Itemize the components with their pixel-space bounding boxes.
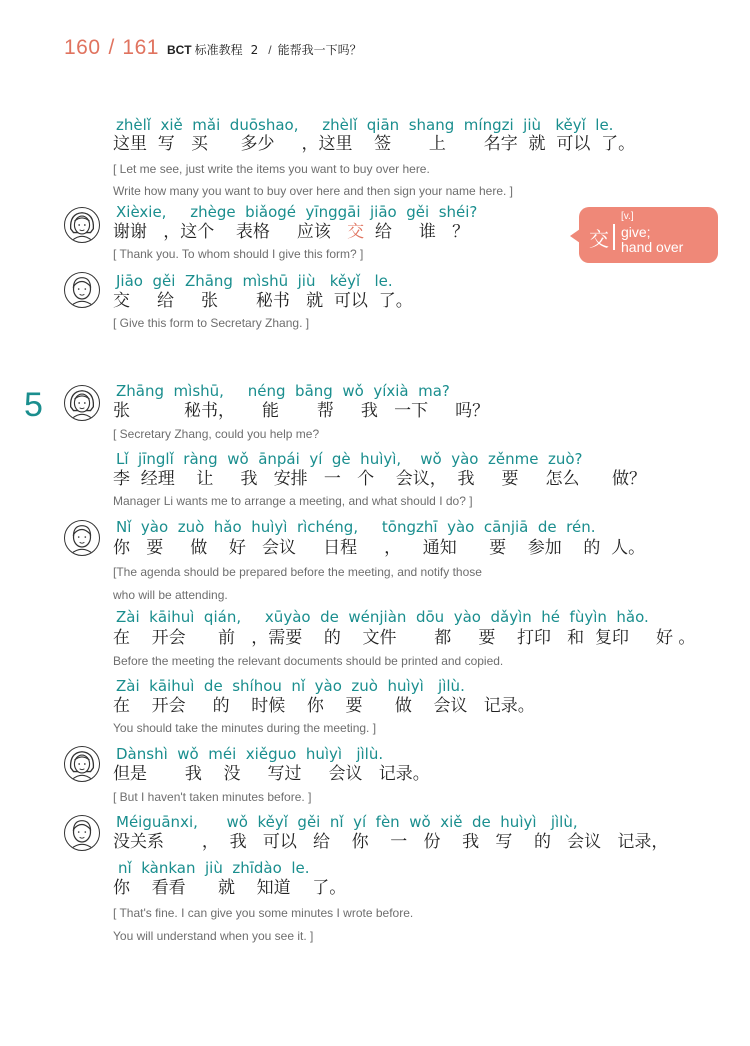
english-translation: [ Secretary Zhang, could you help me? (113, 427, 320, 441)
hanzi-line: 张 秘书， 能 帮 我 一下 吗？ (113, 401, 490, 421)
highlighted-vocab-word: 交 (347, 222, 365, 242)
vocab-divider (613, 224, 615, 250)
pinyin-line: Xièxie, zhège biǎogé yīnggāi jiāo gěi shéi? (116, 203, 478, 221)
page-number-separator: / (108, 36, 115, 59)
speaker-avatar-man-icon (64, 520, 100, 556)
vocab-callout (579, 207, 718, 263)
pinyin-line: Lǐ jīnglǐ ràng wǒ ānpái yí gè huìyì, wǒ yào zěnme zuò? (116, 450, 583, 468)
speaker-avatar-woman-icon (64, 385, 100, 421)
english-translation: [ But I haven't taken minutes before. ] (113, 790, 312, 804)
speaker-avatar-man-icon (64, 272, 100, 308)
english-translation: [ That's fine. I can give you some minutes I wrote before. You will understand when you see it. ] (113, 906, 414, 943)
english-translation: [The agenda should be prepared before the meeting, and notify those who will be attending. (113, 565, 482, 602)
pinyin-line: Méiguānxi, wǒ kěyǐ gěi nǐ yí fèn wǒ xiě de huìyì jìlù, (116, 813, 578, 831)
hanzi-line: 在 开会 的 时候 你 要 做 会议 记录。 (113, 696, 535, 716)
page-number-right: 161 (122, 36, 159, 59)
hanzi-line: 在 开会 前 ，需要 的 文件 都 要 打印 和 复印 好 。 (113, 628, 696, 648)
pinyin-line: nǐ kànkan jiù zhīdào le. (118, 859, 310, 877)
hanzi-line (113, 222, 469, 242)
pinyin-line: zhèlǐ xiě mǎi duōshao, zhèlǐ qiān shang míngzi jiù kěyǐ le. (116, 116, 614, 134)
hanzi-text: 谢谢 ，这个 表格 应该 (113, 222, 348, 242)
vocab-part-of-speech: [v.] (621, 211, 634, 222)
english-translation: You should take the minutes during the meeting. ] (113, 721, 377, 735)
english-translation: [ Give this form to Secretary Zhang. ] (113, 316, 310, 330)
page-number-left: 160 (64, 36, 101, 59)
pinyin-line: Dànshì wǒ méi xiěguo huìyì jìlù. (116, 745, 384, 763)
speaker-avatar-woman-icon (64, 207, 100, 243)
speaker-avatar-man-icon (64, 815, 100, 851)
english-translation: Manager Li wants me to arrange a meeting, and what should I do? ] (113, 494, 473, 508)
english-translation: [ Thank you. To whom should I give this form? ] (113, 247, 364, 261)
hanzi-text: 给 谁 ？ (364, 222, 470, 242)
pinyin-line: Zài kāihuì qián, xūyào de wénjiàn dōu yào dǎyìn hé fùyìn hǎo. (116, 608, 649, 626)
speaker-avatar-woman-icon (64, 746, 100, 782)
hanzi-line: 这里 写 买 多少 ，这里 签 上 名字 就 可以 了。 (113, 134, 636, 154)
vocab-character: 交 (589, 227, 609, 251)
section-number: 5 (24, 386, 43, 424)
pinyin-line: Nǐ yào zuò hǎo huìyì rìchéng, tōngzhī yào cānjiā de rén. (116, 518, 596, 536)
book-volume: 2 (250, 43, 259, 57)
page-header (64, 36, 362, 60)
lesson-title: 能帮我一下吗？ (277, 43, 362, 57)
hanzi-line: 没关系 ， 我 可以 给 你 一 份 我 写 的 会议 记录， (113, 832, 669, 852)
english-translation: Before the meeting the relevant documents should be printed and copied. (113, 654, 504, 668)
vocab-definition: give; hand over (621, 224, 684, 255)
hanzi-line: 你 看看 就 知道 了。 (113, 878, 347, 898)
hanzi-line: 交 给 张 秘书 就 可以 了。 (113, 291, 413, 311)
hanzi-line: 但是 我 没 写过 会议 记录。 (113, 764, 430, 784)
english-translation: [ Let me see, just write the items you want to buy over here. Write how many you want to buy over here and then sign your name here. ] (113, 162, 513, 198)
hanzi-line: 你 要 做 好 会议 日程 ， 通知 要 参加 的 人。 (113, 538, 646, 558)
book-abbreviation: BCT (166, 43, 192, 57)
book-title: 标准教程 (194, 43, 243, 57)
hanzi-line: 李 经理 让 我 安排 一 个 会议， 我 要 怎么 做？ (113, 469, 646, 489)
lesson-separator: / (268, 43, 272, 57)
pinyin-line: Zài kāihuì de shíhou nǐ yào zuò huìyì jìlù. (116, 677, 465, 695)
pinyin-line: Jiāo gěi Zhāng mìshū jiù kěyǐ le. (116, 272, 393, 290)
pinyin-line: Zhāng mìshū, néng bāng wǒ yíxià ma? (116, 382, 450, 400)
